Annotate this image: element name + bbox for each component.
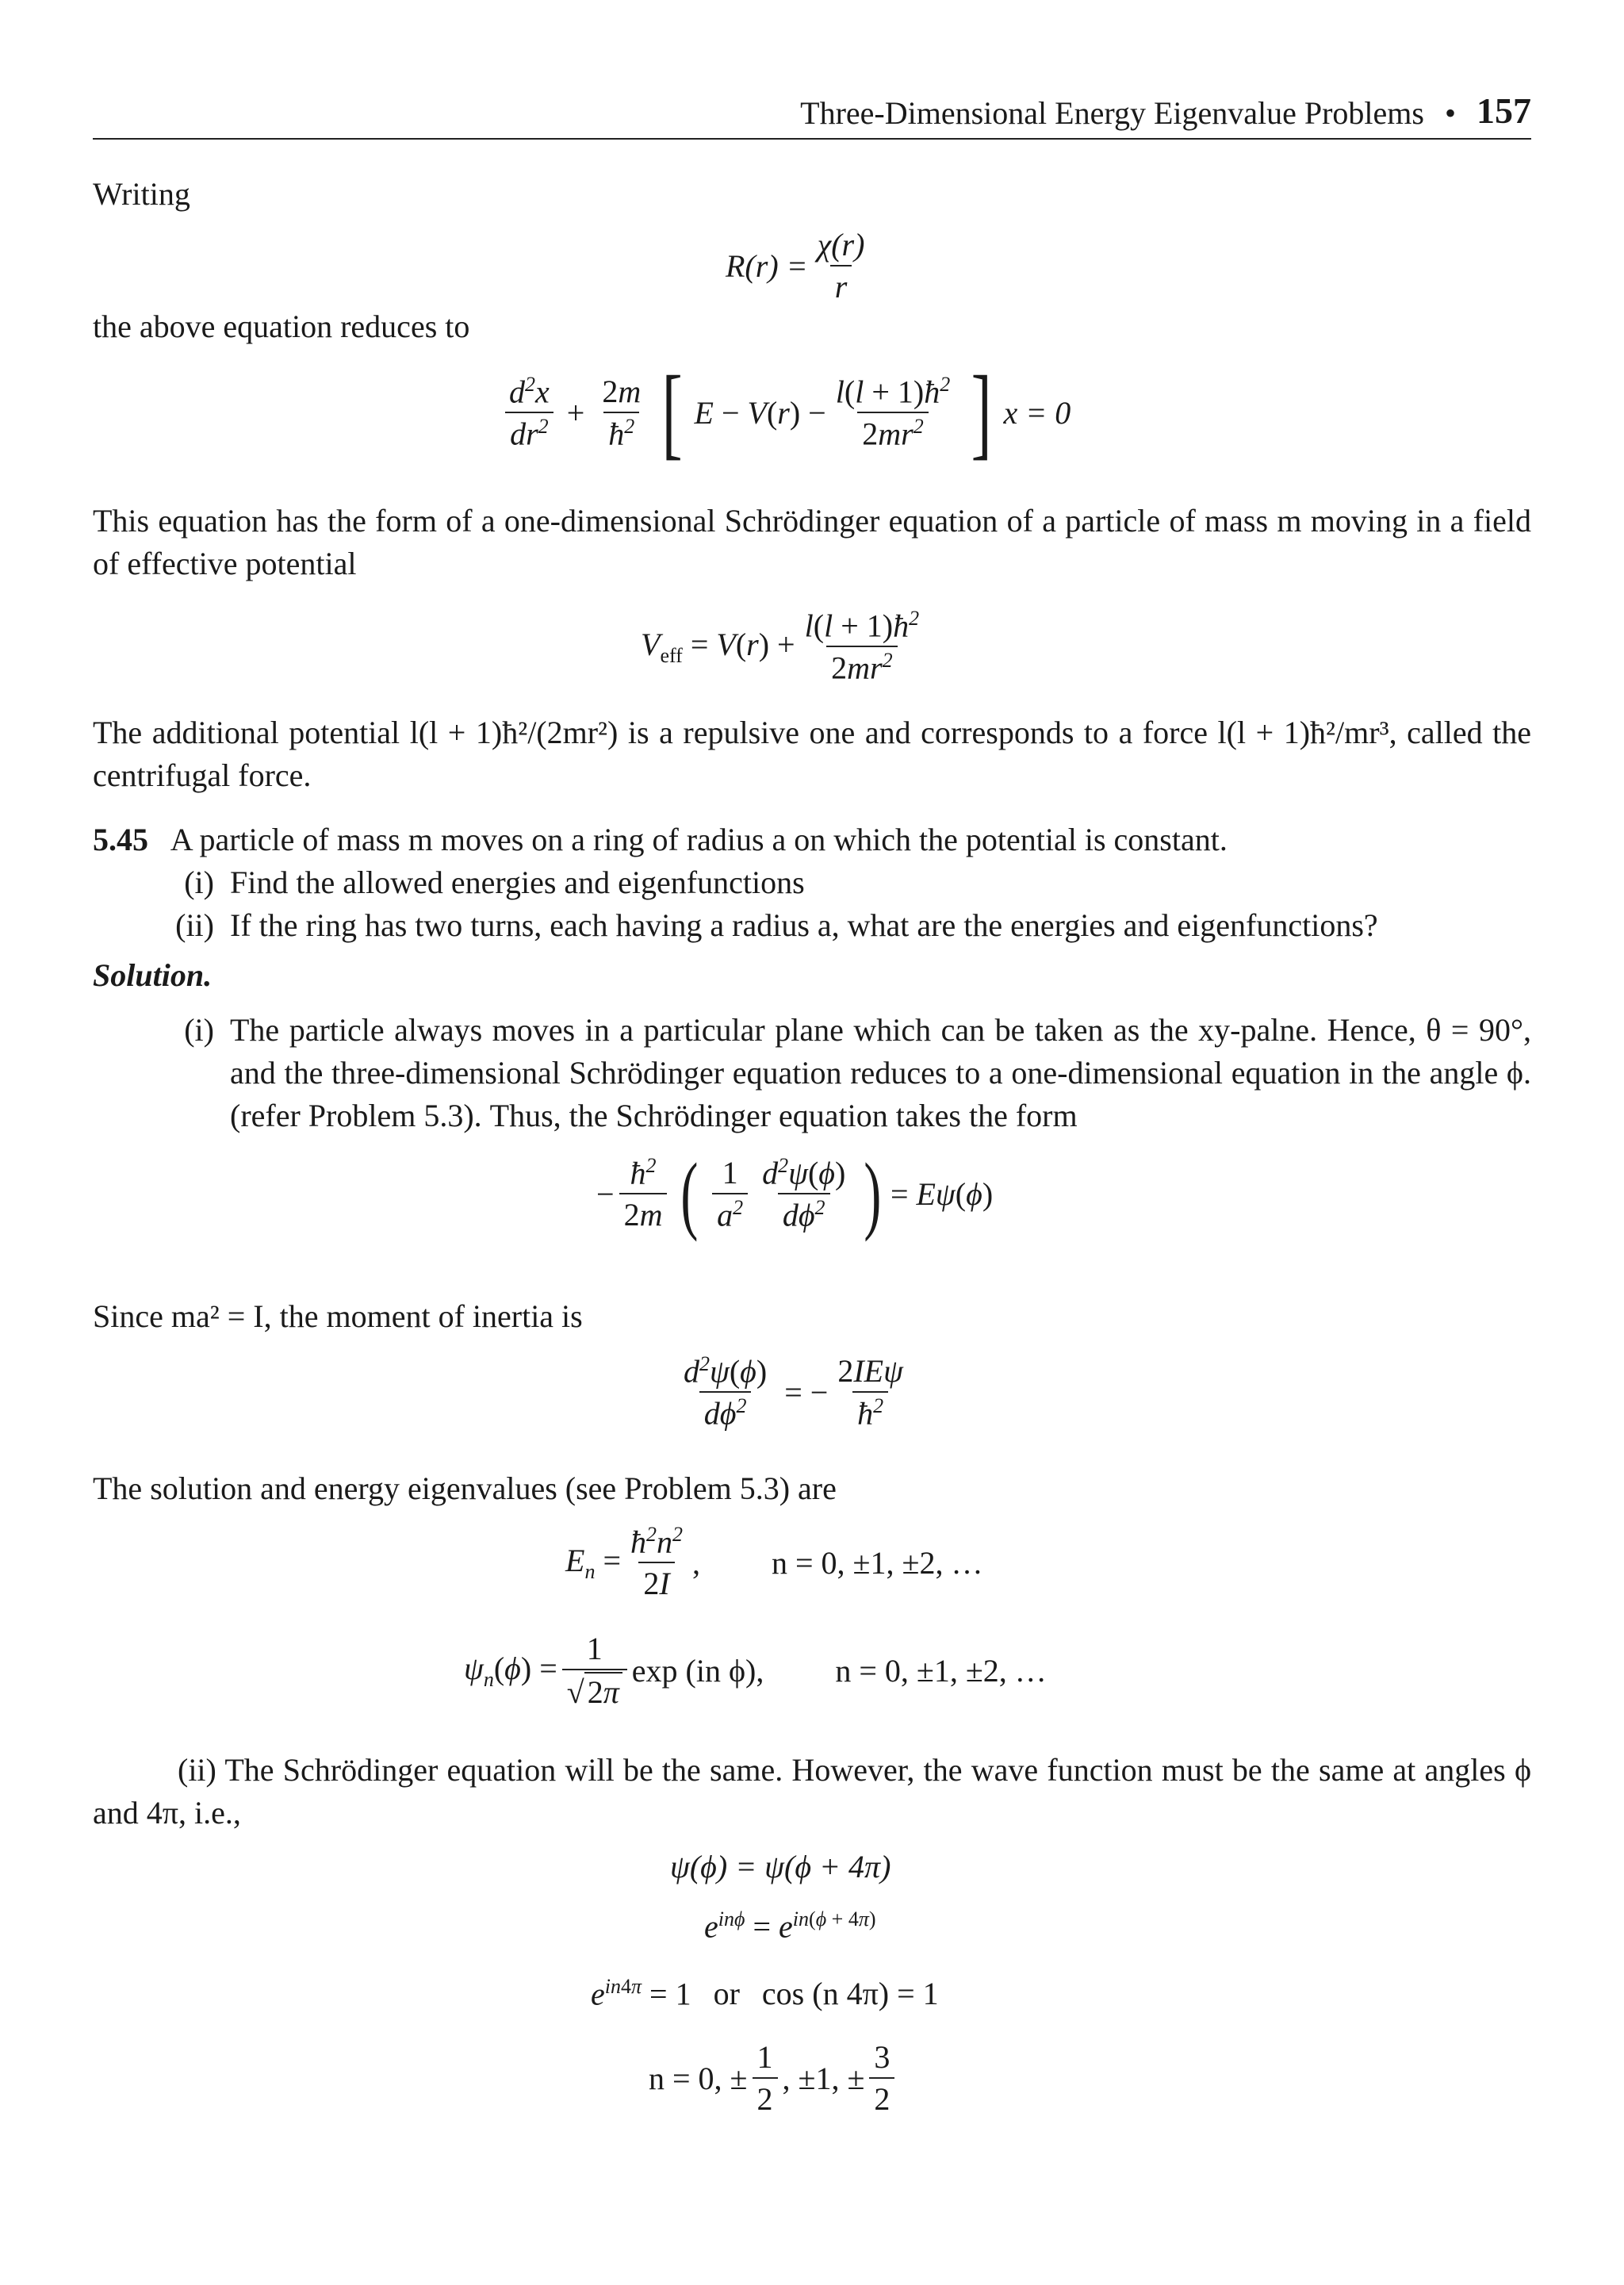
- solution-part-i-text: The particle always moves in a particular plane which can be taken as the xy-palne. Hence, θ = 90°, and the three-dimensional Schrödinger equation reduces to a one-dimensional equation in the angle ϕ. (refer Problem 5.3). Thus, the Schrödinger equation takes the form: [230, 1012, 1531, 1133]
- frac-2IE: $\frac{\text{2IEψ}}{ħ^2}$: [837, 1353, 903, 1432]
- equation-ring-schrodinger: − $\frac{ħ^2}{2m}$ ( $\frac{1}{a^2}$ $\frac{d^2\psi(\phi)}{d\phi^2}$ ) = Eψ(ϕ): [596, 1145, 994, 1242]
- frac-three-halves: $\frac{3}{2}$: [869, 2038, 894, 2118]
- eq-R-num: χ(r): [817, 227, 865, 263]
- problem-item-2-label: (ii): [175, 907, 214, 943]
- frac-veff: $\frac{l(l + 1)ħ^2}{2mr^2}$: [804, 607, 920, 686]
- solution-part-i: [184, 1009, 1531, 1137]
- wavefunction-exp: exp (in ϕ),: [631, 1652, 764, 1689]
- equation-wavefunction: $\psi_n(\phi)$ = $\frac{1}{√ 2\pi}$ exp (in ϕ), n = 0, ±1, ±2, …: [464, 1631, 1047, 1710]
- n-values-start: n = 0, ±: [649, 2060, 748, 2096]
- problem-statement: [93, 819, 1531, 861]
- problem-item-1-text: Find the allowed energies and eigenfunctions: [230, 865, 805, 900]
- problem-item-2-text: If the ring has two turns, each having a radius a, what are the energies and eigenfunctions?: [230, 907, 1378, 943]
- equation-cos: cos (n 4π) = 1: [761, 1976, 939, 2012]
- eq-R-lhs: R(r) =: [726, 247, 808, 284]
- equation-veff: $V_{eff} = V(r)$ + $\frac{l(l + 1)ħ^2}{2mr^2}$: [641, 607, 929, 687]
- equation-n-values: [649, 2038, 899, 2118]
- equation-energy: $E_n$ = $\frac{ħ^2n^2}{2I}$ , n = 0, ±1, ±2, …: [565, 1523, 983, 1602]
- frac-2m: $\frac{2m}{ħ^2}$: [602, 373, 642, 452]
- paragraph-reduces: the above equation reduces to: [93, 309, 470, 344]
- frac-d2psi: $\frac{d^2\psi(\phi)}{d\phi^2}$: [762, 1153, 846, 1233]
- page-header: [93, 89, 1531, 140]
- paragraph-moment: Since ma² = I, the moment of inertia is: [93, 1298, 583, 1334]
- frac-d2x: $\frac{d^2x}{dr^2}$: [504, 373, 554, 453]
- equation-inertia: $\frac{d^2\psi(\phi)}{d\phi^2}$ = − $\frac{\text{2IEψ}}{ħ^2}$: [674, 1352, 913, 1432]
- equation-periodicity: ψ(ϕ) = ψ(ϕ + 4π): [670, 1849, 891, 1884]
- eq-R-fraction: [813, 226, 870, 305]
- equation-or: or: [713, 1976, 740, 2012]
- wavefunction-condition: n = 0, ±1, ±2, …: [835, 1652, 1047, 1689]
- equation-radial: $\frac{d^2x}{dr^2}$ + $\frac{2m}{ħ^2}$ [ E − V(r) − $\frac{l(l + 1)ħ^2}{2mr^2}$ ] x = 0: [500, 361, 1071, 464]
- equation-condition: $e^{in4\pi} = 1$ or cos (n 4π) = 1: [591, 1975, 939, 2012]
- equation-R: [726, 226, 874, 305]
- paragraph-part-ii: (ii) The Schrödinger equation will be the same. However, the wave function must be the same at angles ϕ and 4π, i.e.,: [93, 1752, 1531, 1831]
- problem-item-1-label: (i): [184, 865, 214, 900]
- eq-R-den: r: [830, 265, 852, 305]
- energy-condition: n = 0, ±1, ±2, …: [772, 1544, 983, 1581]
- frac-d2psi-2: $\frac{d^2\psi(\phi)}{d\phi^2}$: [684, 1352, 768, 1432]
- frac-one-half: $\frac{1}{2}$: [753, 2038, 778, 2118]
- paragraph-additional: The additional potential l(l + 1)ħ²/(2mr²) is a repulsive one and corresponds to a force l(l + 1)ħ²/mr³, called the centrifugal force.: [93, 715, 1531, 793]
- paragraph-effective: This equation has the form of a one-dimensional Schrödinger equation of a particle of mass m moving in a field of effective potential: [93, 503, 1531, 581]
- n-values-mid: , ±1, ±: [782, 2060, 865, 2096]
- frac-1-a2: $\frac{1}{a^2}$: [712, 1154, 748, 1233]
- problem-text: A particle of mass m moves on a ring of radius a on which the potential is constant.: [170, 822, 1228, 857]
- equation-exponential: $e^{in\phi} = e^{in(\phi + 4\pi)}$: [704, 1907, 876, 1945]
- solution-part-i-label: (i): [184, 1012, 214, 1048]
- running-title: Three-Dimensional Energy Eigenvalue Problems: [800, 95, 1424, 131]
- frac-normalization: $\frac{1}{√ 2\pi}$: [562, 1630, 627, 1711]
- problem-item-2: [175, 904, 1531, 947]
- paragraph-solution: The solution and energy eigenvalues (see Problem 5.3) are: [93, 1470, 837, 1506]
- header-bullet: •: [1444, 95, 1456, 131]
- eq-radial-rhs: x = 0: [1003, 394, 1071, 431]
- solution-label: Solution.: [93, 957, 213, 993]
- problem-item-1: [184, 861, 1531, 904]
- frac-energy: $\frac{ħ^2n^2}{2I}$: [630, 1523, 683, 1602]
- page-number: 157: [1477, 90, 1531, 131]
- problem-number: 5.45: [93, 822, 148, 857]
- paragraph-writing: Writing: [93, 176, 190, 212]
- frac-hbar2-2m: $\frac{ħ^2}{2m}$: [619, 1154, 668, 1233]
- frac-centrifugal: $\frac{l(l + 1)ħ^2}{2mr^2}$: [835, 372, 951, 452]
